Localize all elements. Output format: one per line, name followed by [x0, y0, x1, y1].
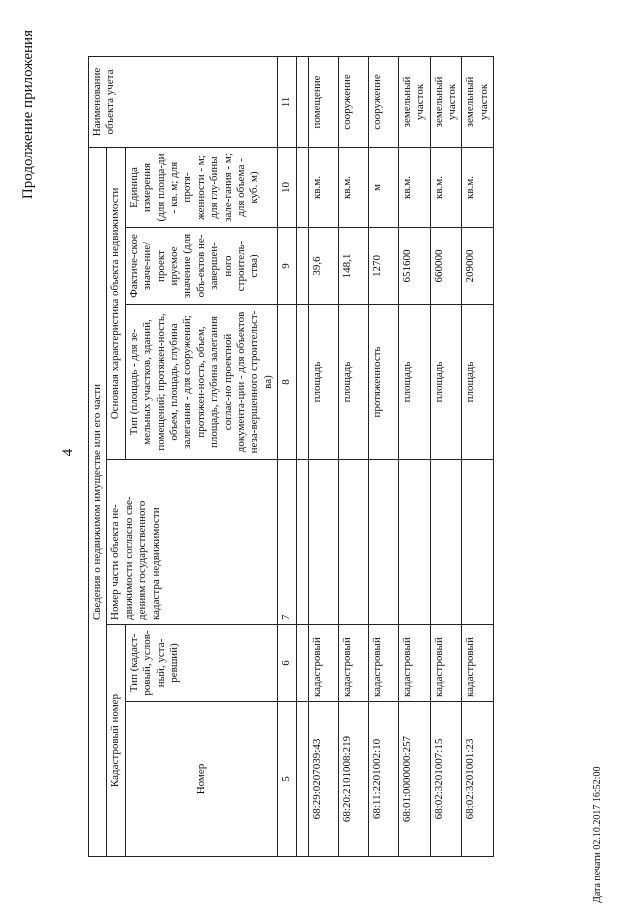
- cell-part: [338, 460, 368, 625]
- col-number: 9: [278, 228, 296, 305]
- kad-number-header: Кадастровый номер: [107, 625, 125, 857]
- table-row: [338, 56, 368, 856]
- col-number: 7: [278, 460, 296, 625]
- table-row: [462, 56, 494, 856]
- table-row: [398, 56, 430, 856]
- nomer-header: Номер: [125, 702, 277, 857]
- cell-type: площадь: [462, 305, 494, 460]
- cell-type: площадь: [398, 305, 430, 460]
- continuation-title: Продолжение приложения: [20, 30, 36, 200]
- cell-name: земельный участок: [398, 56, 430, 147]
- cell-nomer: 68:01:0000000:257: [398, 702, 430, 857]
- spacer-row: [296, 56, 308, 856]
- cell-type: площадь: [338, 305, 368, 460]
- table-row: [430, 56, 462, 856]
- col-number: 8: [278, 305, 296, 460]
- cell-unit: кв.м.: [308, 147, 338, 227]
- cell-unit: кв.м.: [430, 147, 462, 227]
- cell-tip: кадастровый: [368, 625, 398, 702]
- tip-header: Тип (кадаст-ровый, услов-ный, уста-ревший): [125, 625, 277, 702]
- cell-unit: м: [368, 147, 398, 227]
- cell-part: [368, 460, 398, 625]
- cell-name: земельный участок: [430, 56, 462, 147]
- cell-name: помещение: [308, 56, 338, 147]
- cell-name: земельный участок: [462, 56, 494, 147]
- group-header: Сведения о недвижимом имуществе или его части: [89, 147, 107, 856]
- cell-value: 209000: [462, 228, 494, 305]
- cell-nomer: 68:20:2101008:219: [338, 702, 368, 857]
- table-row: [368, 56, 398, 856]
- main-char-header: Основная характеристика объекта недвижимости: [107, 147, 125, 459]
- cell-part: [462, 460, 494, 625]
- cell-unit: кв.м.: [462, 147, 494, 227]
- cell-value: 1270: [368, 228, 398, 305]
- col-number: 6: [278, 625, 296, 702]
- cell-part: [398, 460, 430, 625]
- registry-table: [88, 56, 494, 857]
- col-number: 10: [278, 147, 296, 227]
- cell-unit: кв.м.: [338, 147, 368, 227]
- cell-type: площадь: [308, 305, 338, 460]
- unit-header: Единица измерения (для площа-ди - кв. м; для протя-женности - м; для глу-бины зале-гания - м; для объема - куб. м): [125, 147, 277, 227]
- cell-nomer: 68:02:3201007:15: [430, 702, 462, 857]
- cell-name: сооружение: [338, 56, 368, 147]
- cell-tip: кадастровый: [308, 625, 338, 702]
- name-header: Наименование объекта учета: [89, 56, 278, 147]
- cell-tip: кадастровый: [462, 625, 494, 702]
- cell-unit: кв.м.: [398, 147, 430, 227]
- type-header: Тип (площадь - для зе-мельных участков, зданий, помещений; протяжен-ность, объем, площадь, глубина залегания - для сооружений; протяжен-ность, объем, площадь, глубина залегания соглас-но проектной документа-ции - для объектов неза-вершенного строительст-ва): [125, 305, 277, 460]
- value-header: Фактиче-ское значе-ние/проект ируемое значение (для объ-ектов не-завершен-ного строитель-ства): [125, 228, 277, 305]
- print-date: Дата печати 02.10.2017 16:52:00: [592, 766, 603, 903]
- cell-nomer: 68:29:0207039:43: [308, 702, 338, 857]
- cell-type: протяженность: [368, 305, 398, 460]
- cell-part: [430, 460, 462, 625]
- part-number-header: Номер части объекта не-движимости согласно све-дениям государственного кадастра недвижимости: [107, 460, 278, 625]
- cell-value: 39,6: [308, 228, 338, 305]
- cell-tip: кадастровый: [430, 625, 462, 702]
- cell-part: [308, 460, 338, 625]
- cell-name: сооружение: [368, 56, 398, 147]
- col-number: 5: [278, 702, 296, 857]
- col-number: 11: [278, 56, 296, 147]
- cell-tip: кадастровый: [338, 625, 368, 702]
- page-number: 4: [60, 448, 76, 457]
- cell-nomer: 68:02:3201001:23: [462, 702, 494, 857]
- column-number-row: [278, 56, 296, 856]
- cell-tip: кадастровый: [398, 625, 430, 702]
- cell-type: площадь: [430, 305, 462, 460]
- cell-value: 660000: [430, 228, 462, 305]
- cell-value: 148,1: [338, 228, 368, 305]
- cell-nomer: 68:11:2201002:10: [368, 702, 398, 857]
- table-row: [308, 56, 338, 856]
- cell-value: 651600: [398, 228, 430, 305]
